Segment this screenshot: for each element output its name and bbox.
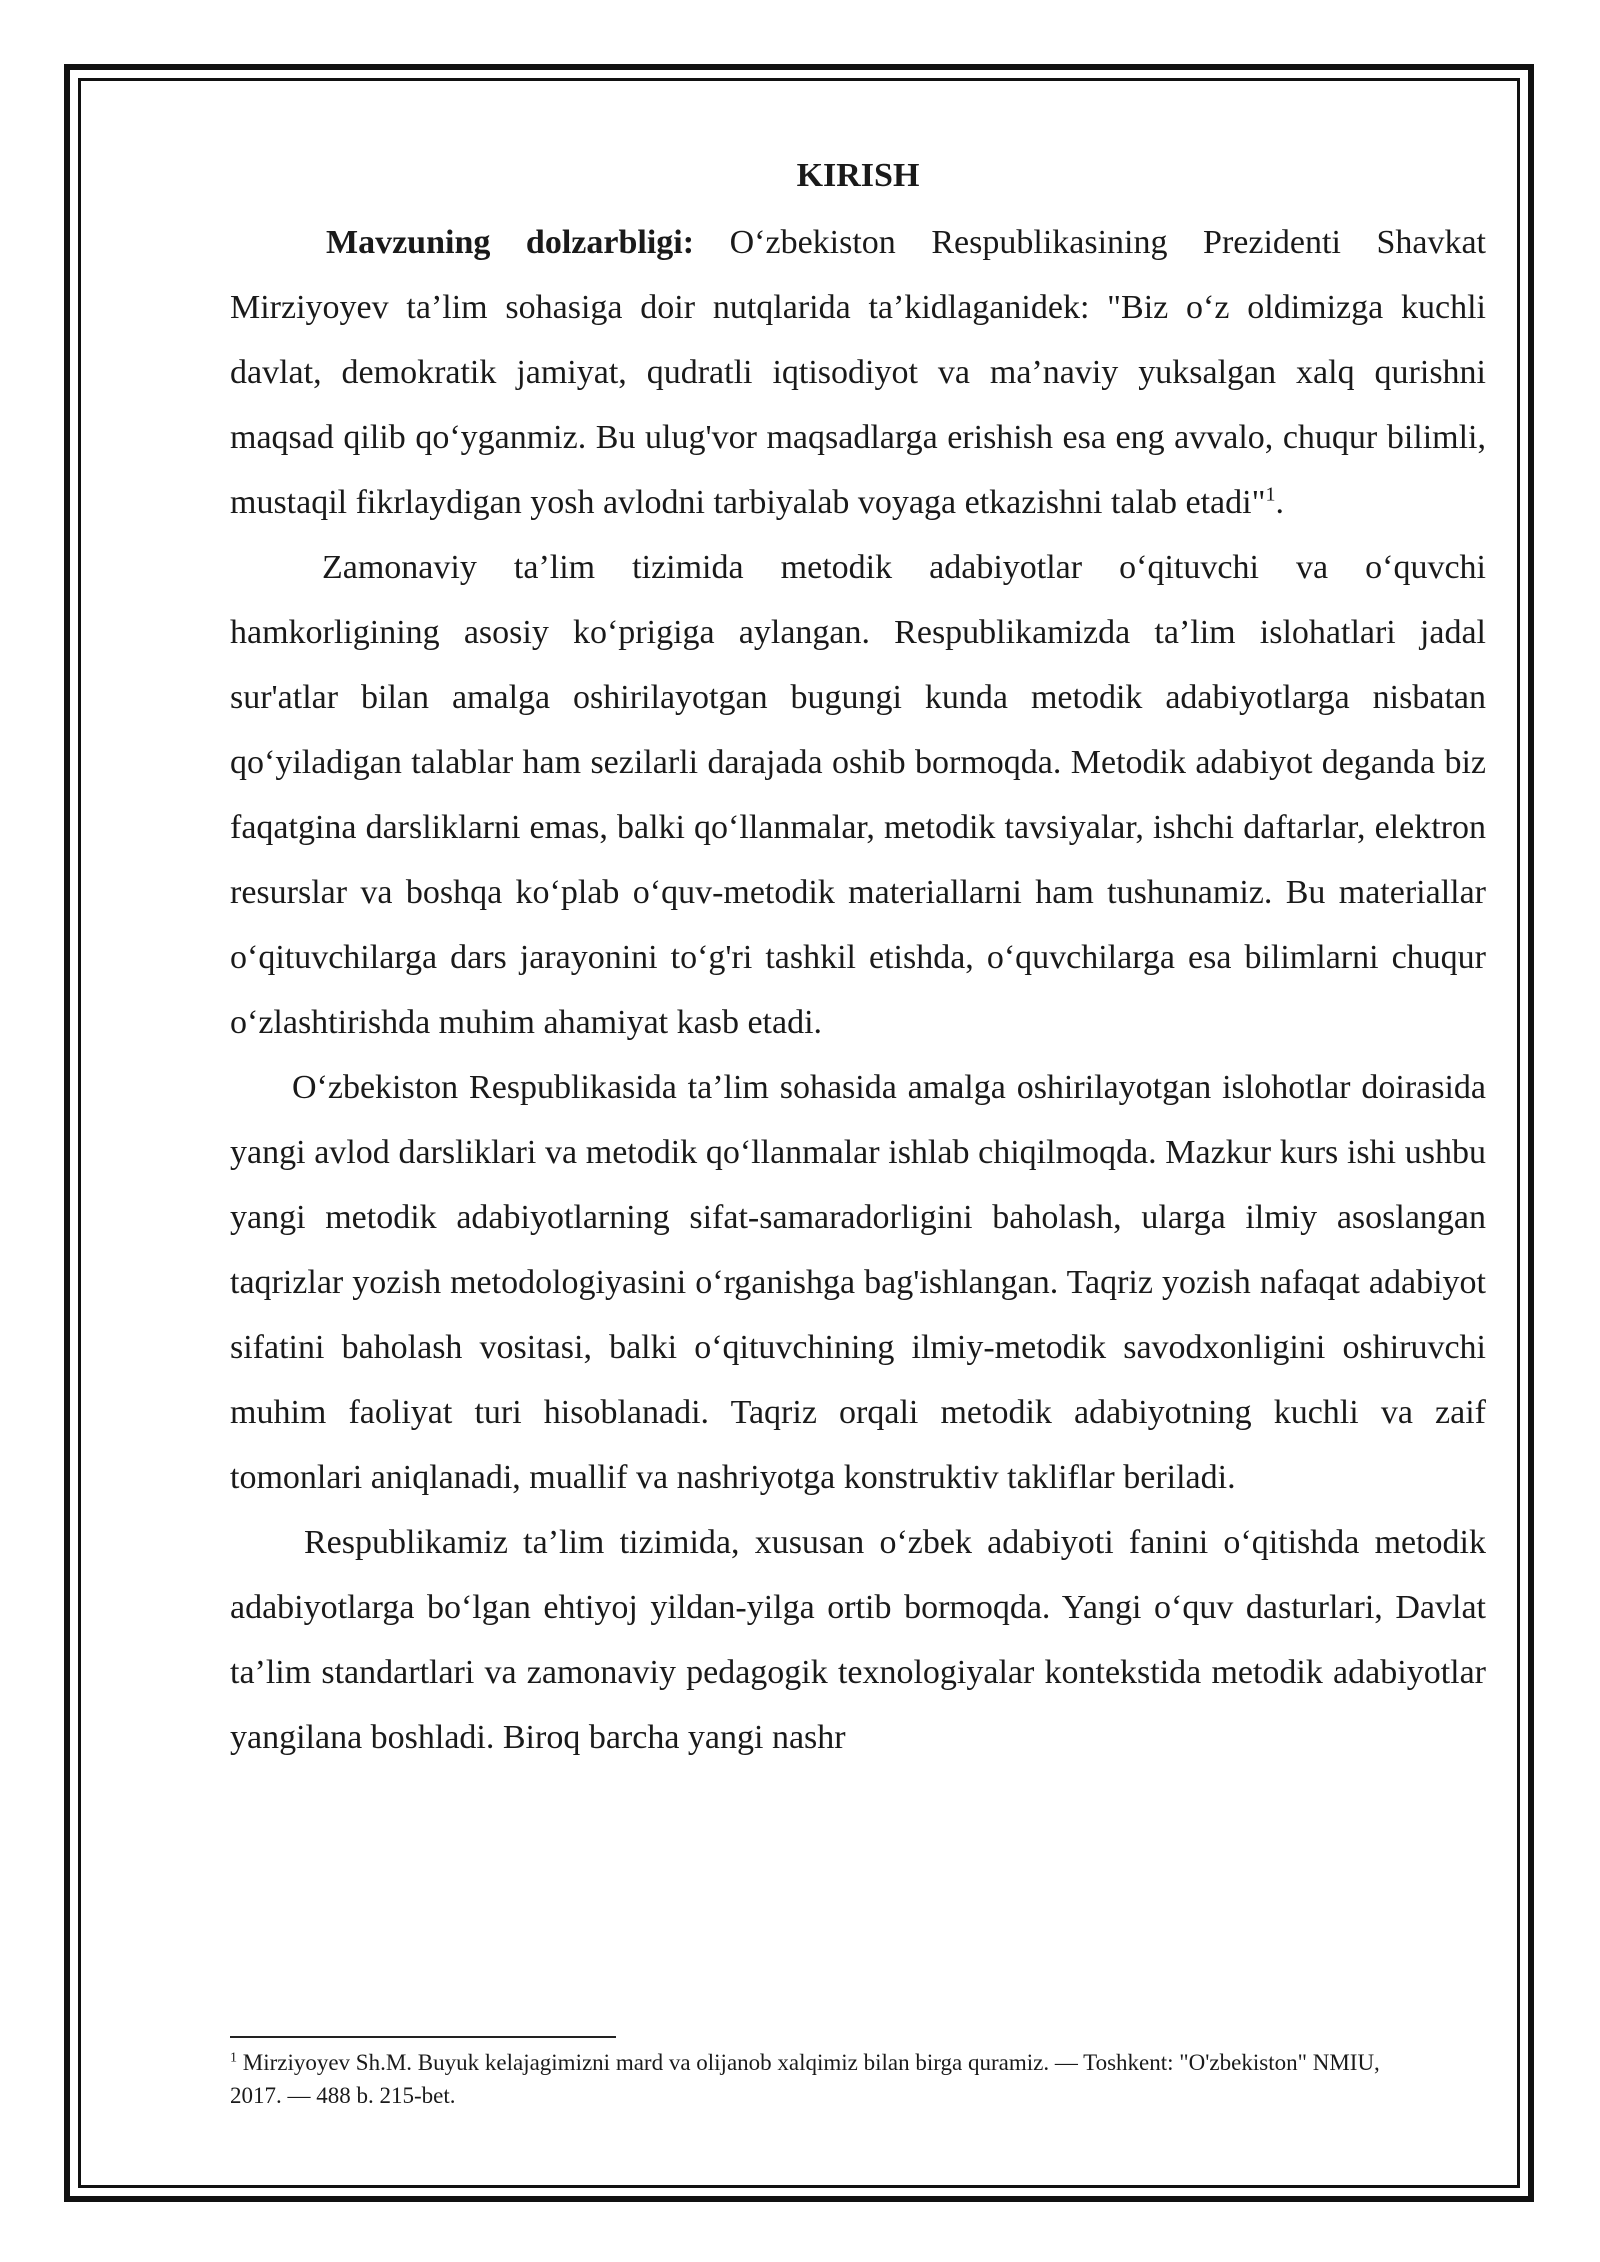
footnote: [230, 2046, 1410, 2112]
page-content: [230, 148, 1486, 1770]
paragraph-text: O‘zbekiston Respublikasining Prezidenti Shavkat Mirziyoyev ta’lim sohasiga doir nutqlarida ta’kidlaganidek: "Biz o‘z oldimizga kuchli davlat, demokratik jamiyat, qudratli iqtisodiyot va ma’naviy yuksalgan xalq qurishni maqsad qilib qo‘yganmiz. Bu ulug'vor maqsadlarga erishish esa eng avvalo, chuqur bilimli, mustaqil fikrlaydigan yosh avlodni tarbiyalab voyaga etkazishni talab etadi": [230, 224, 1487, 521]
paragraph-needs: Respublikamiz ta’lim tizimida, xususan o‘zbek adabiyoti fanini o‘qitishda metodik adabiyotlarga bo‘lgan ehtiyoj yildan-yilga ortib bormoqda. Yangi o‘quv dasturlari, Davlat ta’lim standartlari va zamonaviy pedagogik texnologiyalar kontekstida metodik adabiyotlar yangilana boshladi. Biroq barcha yangi nashr: [230, 1524, 1486, 1756]
paragraph-lead: Mavzuning dolzarbligi:: [326, 224, 695, 261]
paragraph-relevance: [230, 210, 1486, 535]
footnote-reference[interactable]: 1: [1265, 483, 1276, 506]
footnote-number: 1: [230, 2050, 237, 2066]
paragraph-methodical-literature: Zamonaviy ta’lim tizimida metodik adabiyotlar o‘qituvchi va o‘quvchi hamkorligining asosiy ko‘prigiga aylangan. Respublikamizda ta’lim islohatlari jadal sur'atlar bilan amalga oshirilayotgan bugungi kunda metodik adabiyotlarga nisbatan qo‘yiladigan talablar ham sezilarli darajada oshib bormoqda. Metodik adabiyot deganda biz faqatgina darsliklarni emas, balki qo‘llanmalar, metodik tavsiyalar, ishchi daftarlar, elektron resurslar va boshqa ko‘plab o‘quv-metodik materiallarni ham tushunamiz. Bu materiallar o‘qituvchilarga dars jarayonini to‘g'ri tashkil etishda, o‘quvchilarga esa bilimlarni chuqur o‘zlashtirishda muhim ahamiyat kasb etadi.: [230, 549, 1486, 1041]
paragraph-tail: .: [1275, 484, 1284, 521]
footnote-text: Mirziyoyev Sh.M. Buyuk kelajagimizni mard va olijanob xalqimiz bilan birga quramiz. — Toshkent: "O'zbekiston" NMIU, 2017. — 488 b. 215-bet.: [230, 2050, 1380, 2108]
footnote-divider: [230, 2036, 616, 2038]
page-title: KIRISH: [796, 157, 920, 194]
paragraph-reforms: O‘zbekiston Respublikasida ta’lim sohasida amalga oshirilayotgan islohotlar doirasida yangi avlod darsliklari va metodik qo‘llanmalar ishlab chiqilmoqda. Mazkur kurs ishi ushbu yangi metodik adabiyotlarning sifat-samaradorligini baholash, ularga ilmiy asoslangan taqrizlar yozish metodologiyasini o‘rganishga bag'ishlangan. Taqriz yozish nafaqat adabiyot sifatini baholash vositasi, balki o‘qituvchining ilmiy-metodik savodxonligini oshiruvchi muhim faoliyat turi hisoblanadi. Taqriz orqali metodik adabiyotning kuchli va zaif tomonlari aniqlanadi, muallif va nashriyotga konstruktiv takliflar beriladi.: [230, 1069, 1486, 1496]
